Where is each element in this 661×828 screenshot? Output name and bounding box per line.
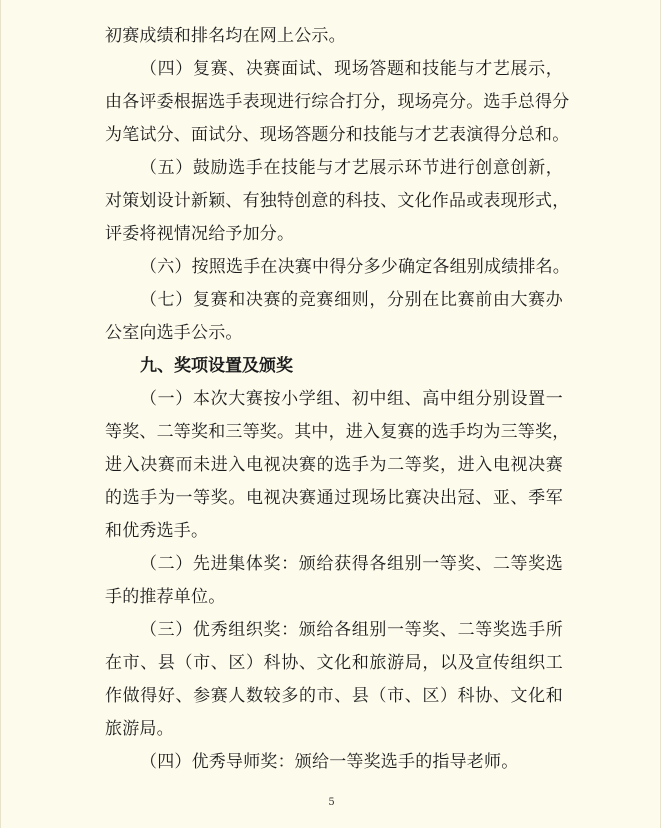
text-line: （一）本次大赛按小学组、初中组、高中组分别设置一 xyxy=(140,389,563,409)
text-line: （四）优秀导师奖：颁给一等奖选手的指导老师。 xyxy=(140,752,519,772)
page-number: 5 xyxy=(328,797,335,808)
text-line: 公室向选手公示。 xyxy=(105,323,243,343)
text-line: 手的推荐单位。 xyxy=(105,587,226,607)
text-line: 等奖、二等奖和三等奖。其中，进入复赛的选手均为三等奖， xyxy=(105,422,570,442)
text-line: 为笔试分、面试分、现场答题分和技能与才艺表演得分总和。 xyxy=(105,125,570,145)
text-line: （七）复赛和决赛的竞赛细则，分别在比赛前由大赛办 xyxy=(140,290,563,310)
document-body xyxy=(105,20,570,779)
text-line: 进入决赛而未进入电视决赛的选手为二等奖，进入电视决赛 xyxy=(105,455,563,475)
text-line: 在市、县（市、区）科协、文化和旅游局，以及宣传组织工 xyxy=(105,653,563,673)
text-line: 评委将视情况给予加分。 xyxy=(105,224,295,244)
text-line: （五）鼓励选手在技能与才艺展示环节进行创意创新， xyxy=(140,158,563,178)
text-line: 作做得好、参赛人数较多的市、县（市、区）科协、文化和 xyxy=(105,686,563,706)
text-line: （四）复赛、决赛面试、现场答题和技能与才艺展示， xyxy=(140,59,563,79)
text-line: （六）按照选手在决赛中得分多少确定各组别成绩排名。 xyxy=(140,257,570,277)
text-line: 对策划设计新颖、有独特创意的科技、文化作品或表现形式， xyxy=(105,191,570,211)
text-line: 初赛成绩和排名均在网上公示。 xyxy=(105,26,346,46)
text-line: 旅游局。 xyxy=(105,719,174,739)
text-line: 的选手为一等奖。电视决赛通过现场比赛决出冠、亚、季军 xyxy=(105,488,563,508)
text-line: 由各评委根据选手表现进行综合打分，现场亮分。选手总得分 xyxy=(105,92,570,112)
text-line: （三）优秀组织奖：颁给各组别一等奖、二等奖选手所 xyxy=(140,620,563,640)
text-line: 和优秀选手。 xyxy=(105,521,209,541)
text-line: （二）先进集体奖：颁给获得各组别一等奖、二等奖选 xyxy=(140,554,563,574)
section-heading: 九、奖项设置及颁奖 xyxy=(140,356,293,376)
